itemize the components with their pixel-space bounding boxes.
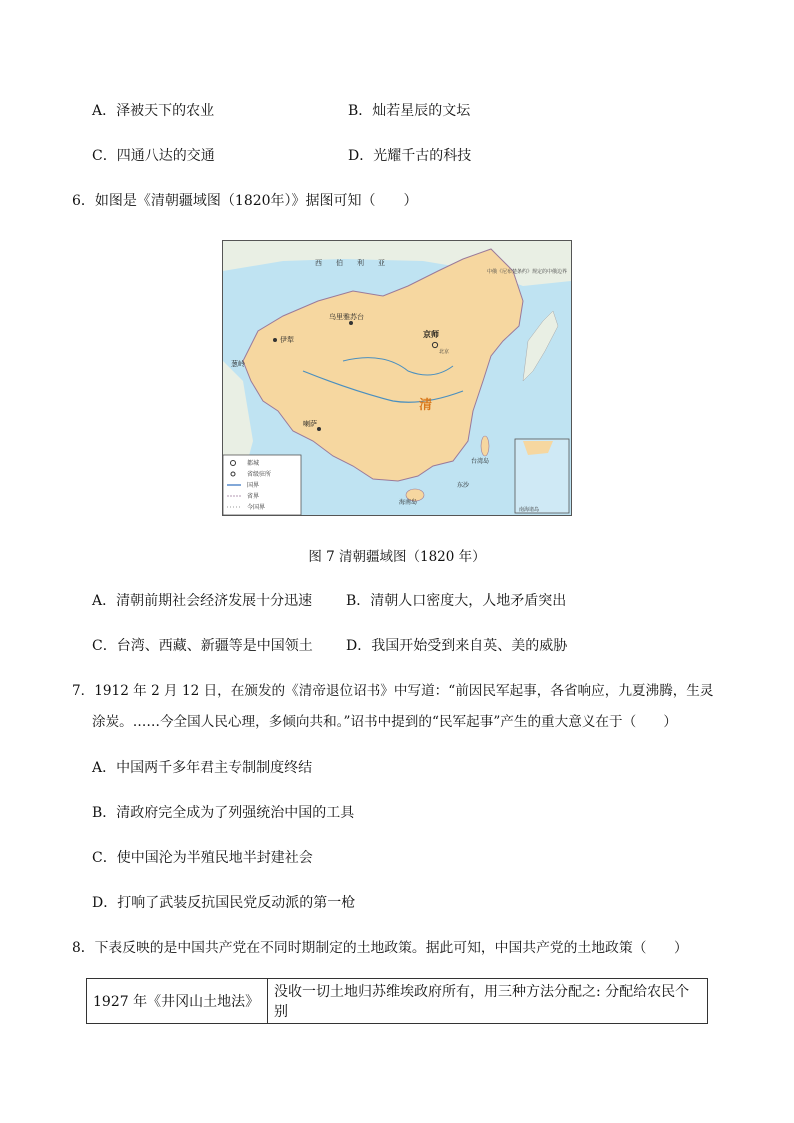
label-dongsha: 东沙 xyxy=(457,482,470,489)
lhasa-marker xyxy=(317,427,321,431)
q6-stem: 6．如图是《清朝疆域图（1820年）》据图可知（ ） xyxy=(72,193,418,209)
q7-stem-line1: 7．1912 年 2 月 12 日，在颁发的《清帝退位诏书》中写道：“前因民军起事，各省响应，九夏沸腾，生灵 xyxy=(72,683,714,699)
land-policy-table xyxy=(86,978,708,1024)
label-siberia: 西 伯 利 亚 xyxy=(315,259,385,267)
q6-option-a[interactable]: A．清朝前期社会经济发展十分迅速 xyxy=(92,593,313,609)
label-lhasa: 喇萨 xyxy=(303,420,317,428)
label-jingshi: 京师 xyxy=(423,330,439,339)
ili-marker xyxy=(273,338,277,342)
legend-today-label: 今国界 xyxy=(247,504,266,511)
japan-shape xyxy=(523,311,558,381)
q7-option-d[interactable]: D．打响了武装反抗国民党反动派的第一枪 xyxy=(92,895,356,911)
q7-option-c[interactable]: C．使中国沦为半殖民地半封建社会 xyxy=(92,850,313,866)
q5-option-d[interactable]: D．光耀千古的科技 xyxy=(348,148,472,164)
label-congling: 葱岭 xyxy=(231,360,245,368)
q5-option-a[interactable]: A．泽被天下的农业 xyxy=(92,103,215,119)
legend-border-label: 国界 xyxy=(247,482,260,489)
table-row xyxy=(87,979,708,1024)
q7-option-b[interactable]: B．清政府完全成为了列强统治中国的工具 xyxy=(92,805,355,821)
label-beijing: 北京 xyxy=(439,349,450,355)
q7-option-a[interactable]: A．中国两千多年君主专制制度终结 xyxy=(92,760,313,776)
qing-territory-map xyxy=(222,240,572,516)
q5-option-b[interactable]: B．灿若星辰的文坛 xyxy=(348,103,471,119)
legend-seat-label: 省级驻所 xyxy=(247,471,272,478)
q8-stem: 8．下表反映的是中国共产党在不同时期制定的土地政策。据此可知，中国共产党的土地政策（ ） xyxy=(72,940,688,956)
q6-option-d[interactable]: D．我国开始受到来自英、美的威胁 xyxy=(346,638,568,654)
label-inset: 南海诸岛 xyxy=(519,507,540,513)
q5-option-c[interactable]: C．四通八达的交通 xyxy=(92,148,215,164)
label-hainan: 海南岛 xyxy=(399,499,418,506)
q6-option-b[interactable]: B．清朝人口密度大，人地矛盾突出 xyxy=(346,593,567,609)
taiwan-shape xyxy=(481,436,489,456)
label-annotation: 中俄《尼布楚条约》规定的中俄边界 xyxy=(487,269,568,275)
label-taiwan: 台湾岛 xyxy=(471,458,490,465)
legend-province-label: 省界 xyxy=(247,493,260,500)
table-cell-policy: 没收一切土地归苏维埃政府所有，用三种方法分配之: 分配给农民个别 xyxy=(268,979,708,1024)
table-cell-year: 1927 年《井冈山土地法》 xyxy=(87,979,268,1024)
northern-land-shape xyxy=(223,241,571,286)
map-svg xyxy=(223,241,571,515)
q7-stem-line2: 涂炭。……今全国人民心理，多倾向共和。”诏书中提到的“民军起事”产生的重大意义在于（ ） xyxy=(92,714,677,730)
q6-option-c[interactable]: C．台湾、西藏、新疆等是中国领土 xyxy=(92,638,313,654)
legend-capital-label: 都城 xyxy=(247,460,260,467)
label-qing: 清 xyxy=(419,398,433,413)
map-caption: 图 7 清朝疆域图（1820 年） xyxy=(308,549,486,565)
label-uliastai: 乌里雅苏台 xyxy=(329,313,364,321)
uliastai-marker xyxy=(349,321,353,325)
label-ili: 伊犁 xyxy=(280,336,294,344)
